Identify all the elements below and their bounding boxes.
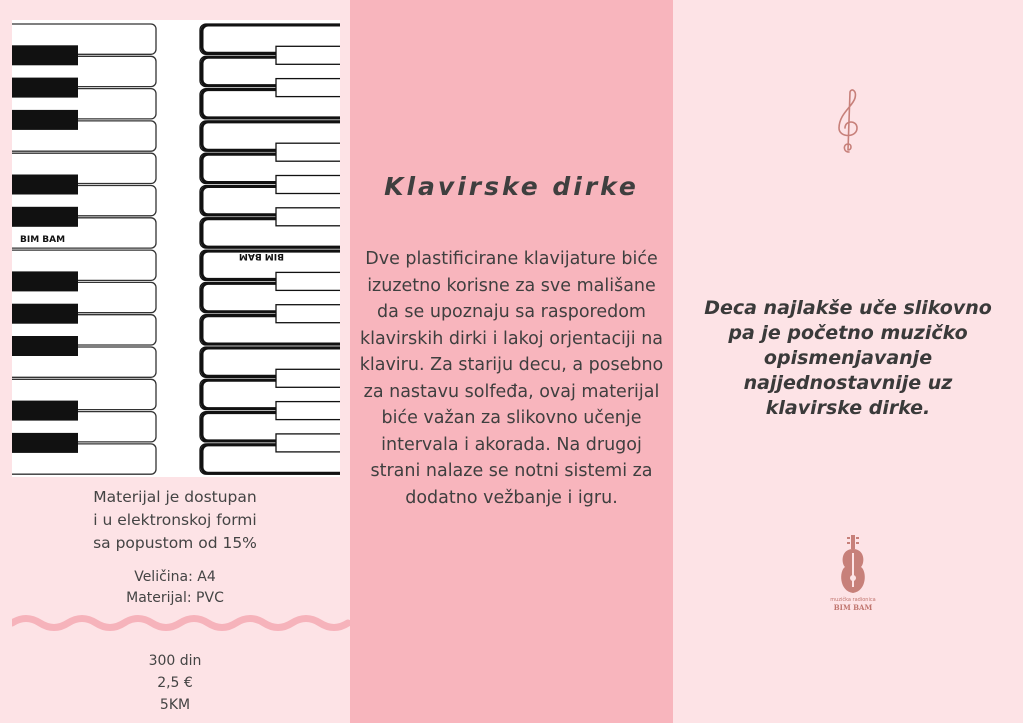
price-din: 300 din xyxy=(148,653,202,669)
size-spec: Veličina: A4 xyxy=(134,569,216,585)
black-key xyxy=(276,176,340,194)
right-panel xyxy=(673,0,1023,723)
piano-left-keyboard xyxy=(12,24,156,474)
black-key xyxy=(276,272,340,290)
black-key xyxy=(276,402,340,420)
caption-line: i u elektronskoj formi xyxy=(93,511,257,529)
black-key xyxy=(12,207,78,227)
caption-line: Materijal je dostupan xyxy=(93,488,257,506)
black-key xyxy=(276,46,340,64)
black-key xyxy=(12,175,78,195)
black-key xyxy=(12,78,78,98)
treble-clef-icon xyxy=(833,86,863,156)
black-key xyxy=(276,143,340,161)
piano-right-keyboard xyxy=(200,24,340,474)
price-eur: 2,5 € xyxy=(157,675,193,691)
price-km: 5KM xyxy=(159,697,191,713)
black-key xyxy=(276,305,340,323)
price-list xyxy=(0,650,350,716)
black-key xyxy=(276,208,340,226)
description-text: Dve plastificirane klavijature biće izuzetno korisne za sve mališane da se upoznaju sa rasporedom klavirskih dirki i lakoj orjentaciji na klaviru. Za stariju decu, a posebno za nastavu solfeđa, ovaj materijal biće važan za slikovno učenje intervala i akorada. Na drugoj strani nalaze se notni sistemi za dodatno vežbanje i igru. xyxy=(359,249,664,508)
panel-title: Klavirske dirke xyxy=(384,172,639,201)
piano-label-right: BIM BAM xyxy=(238,251,284,261)
left-panel xyxy=(0,0,350,723)
availability-caption xyxy=(0,486,350,555)
black-key xyxy=(12,304,78,324)
black-key xyxy=(12,110,78,130)
quote-text: Deca najlakše uče slikovno pa je početno muzičko opismenjavanje najjednostavnije uz klavirske dirke. xyxy=(704,297,992,419)
black-key xyxy=(12,45,78,65)
black-key xyxy=(12,271,78,291)
piano-keys-image xyxy=(12,20,340,477)
specs-caption xyxy=(0,567,350,609)
wave-divider xyxy=(12,612,350,634)
black-key xyxy=(276,434,340,452)
middle-panel xyxy=(350,0,673,723)
black-key xyxy=(276,79,340,97)
material-spec: Materijal: PVC xyxy=(126,590,224,606)
logo-tagline: muzička radionica xyxy=(830,597,876,603)
black-key xyxy=(12,401,78,421)
black-key xyxy=(276,369,340,387)
piano-label-left: BIM BAM xyxy=(20,235,66,245)
black-key xyxy=(12,336,78,356)
caption-line: sa popustom od 15% xyxy=(93,534,257,552)
black-key xyxy=(12,433,78,453)
logo-name: BIM BAM xyxy=(833,603,873,612)
